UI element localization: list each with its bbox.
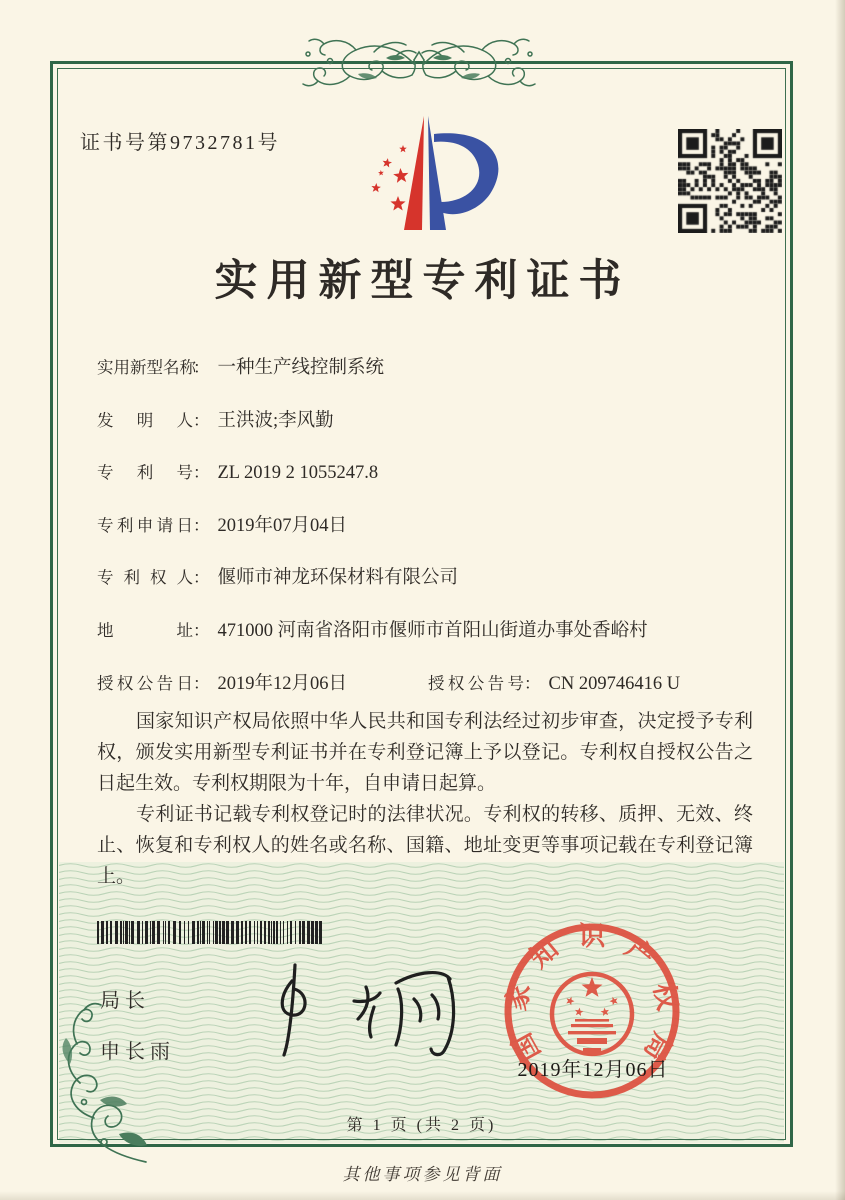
field-label: 授权公告日 [97,674,193,693]
field-colon: ： [524,674,541,693]
top-dragon-ornament [278,30,560,92]
field-row-patentee [97,566,458,591]
field-value: 471000 河南省洛阳市偃师市首阳山街道办事处香峪村 [217,621,648,641]
svg-text:国家知识产权局 [501,921,683,1066]
page-indicator: 第 1 页 (共 2 页) [346,1117,497,1134]
corner-flourish-ornament [34,1002,156,1170]
certificate-title: 实用新型专利证书 [214,258,631,305]
field-value: 一种生产线控制系统 [217,358,385,378]
seal-text: 国家知识产权局 [501,921,683,1067]
field-label: 专利申请日 [97,516,193,535]
field-row-address [97,619,648,644]
field-colon: ： [193,411,210,430]
field-colon: ： [193,463,210,482]
field-colon: ： [193,621,210,640]
field-row-grant-date [97,672,347,697]
field-label: 授权公告号 [428,674,524,693]
barcode [97,921,327,944]
legal-paragraph-2: 专利证书记载专利权登记时的法律状况。专利权的转移、质押、无效、终止、恢复和专利权人的姓名或名称、国籍、地址变更等事项记载在专利登记簿上。 [97,804,753,887]
cnipa-logo [338,110,516,238]
seal-date: 2019年12月06日 [517,1059,669,1081]
field-value: 2019年07月04日 [217,516,348,536]
legal-text [97,706,753,892]
field-colon: ： [193,568,210,587]
field-value: 偃师市神龙环保材料有限公司 [217,568,459,588]
field-row-utility-name [97,356,384,381]
field-value: ZL 2019 2 1055247.8 [217,463,379,483]
back-note: 其他事项参见背面 [342,1165,503,1184]
director-title: 局长 [100,990,150,1012]
field-value: 2019年12月06日 [217,674,348,694]
certificate-number: 证书号第9732781号 [80,132,280,154]
field-value: CN 209746416 U [548,674,681,694]
field-row-patent-number [97,461,378,486]
qr-code [678,129,782,233]
director-signature [228,943,468,1068]
field-row-application-date [97,514,347,539]
field-colon: ： [193,674,210,693]
field-label: 专利号 [97,463,193,482]
scan-edge-shadow-bottom [0,1191,845,1200]
national-emblem [552,974,632,1054]
field-label: 专利权人 [97,568,193,587]
legal-paragraph-1: 国家知识产权局依照中华人民共和国专利法经过初步审查，决定授予专利权，颁发实用新型专利证书并在专利登记簿上予以登记。专利权自授权公告之日起生效。专利权期限为十年，自申请日起算。 [97,711,753,794]
field-row-grant-number [428,672,680,697]
scan-edge-shadow-right [835,0,845,1200]
field-colon: ： [193,358,210,377]
field-colon: ： [193,516,210,535]
field-row-inventors [97,409,334,434]
director-name: 申长雨 [100,1041,175,1063]
field-label: 实用新型名称 [97,358,196,377]
field-label: 地址 [97,621,193,640]
field-label: 发明人 [97,411,193,430]
field-value: 王洪波;李风勤 [217,411,334,431]
